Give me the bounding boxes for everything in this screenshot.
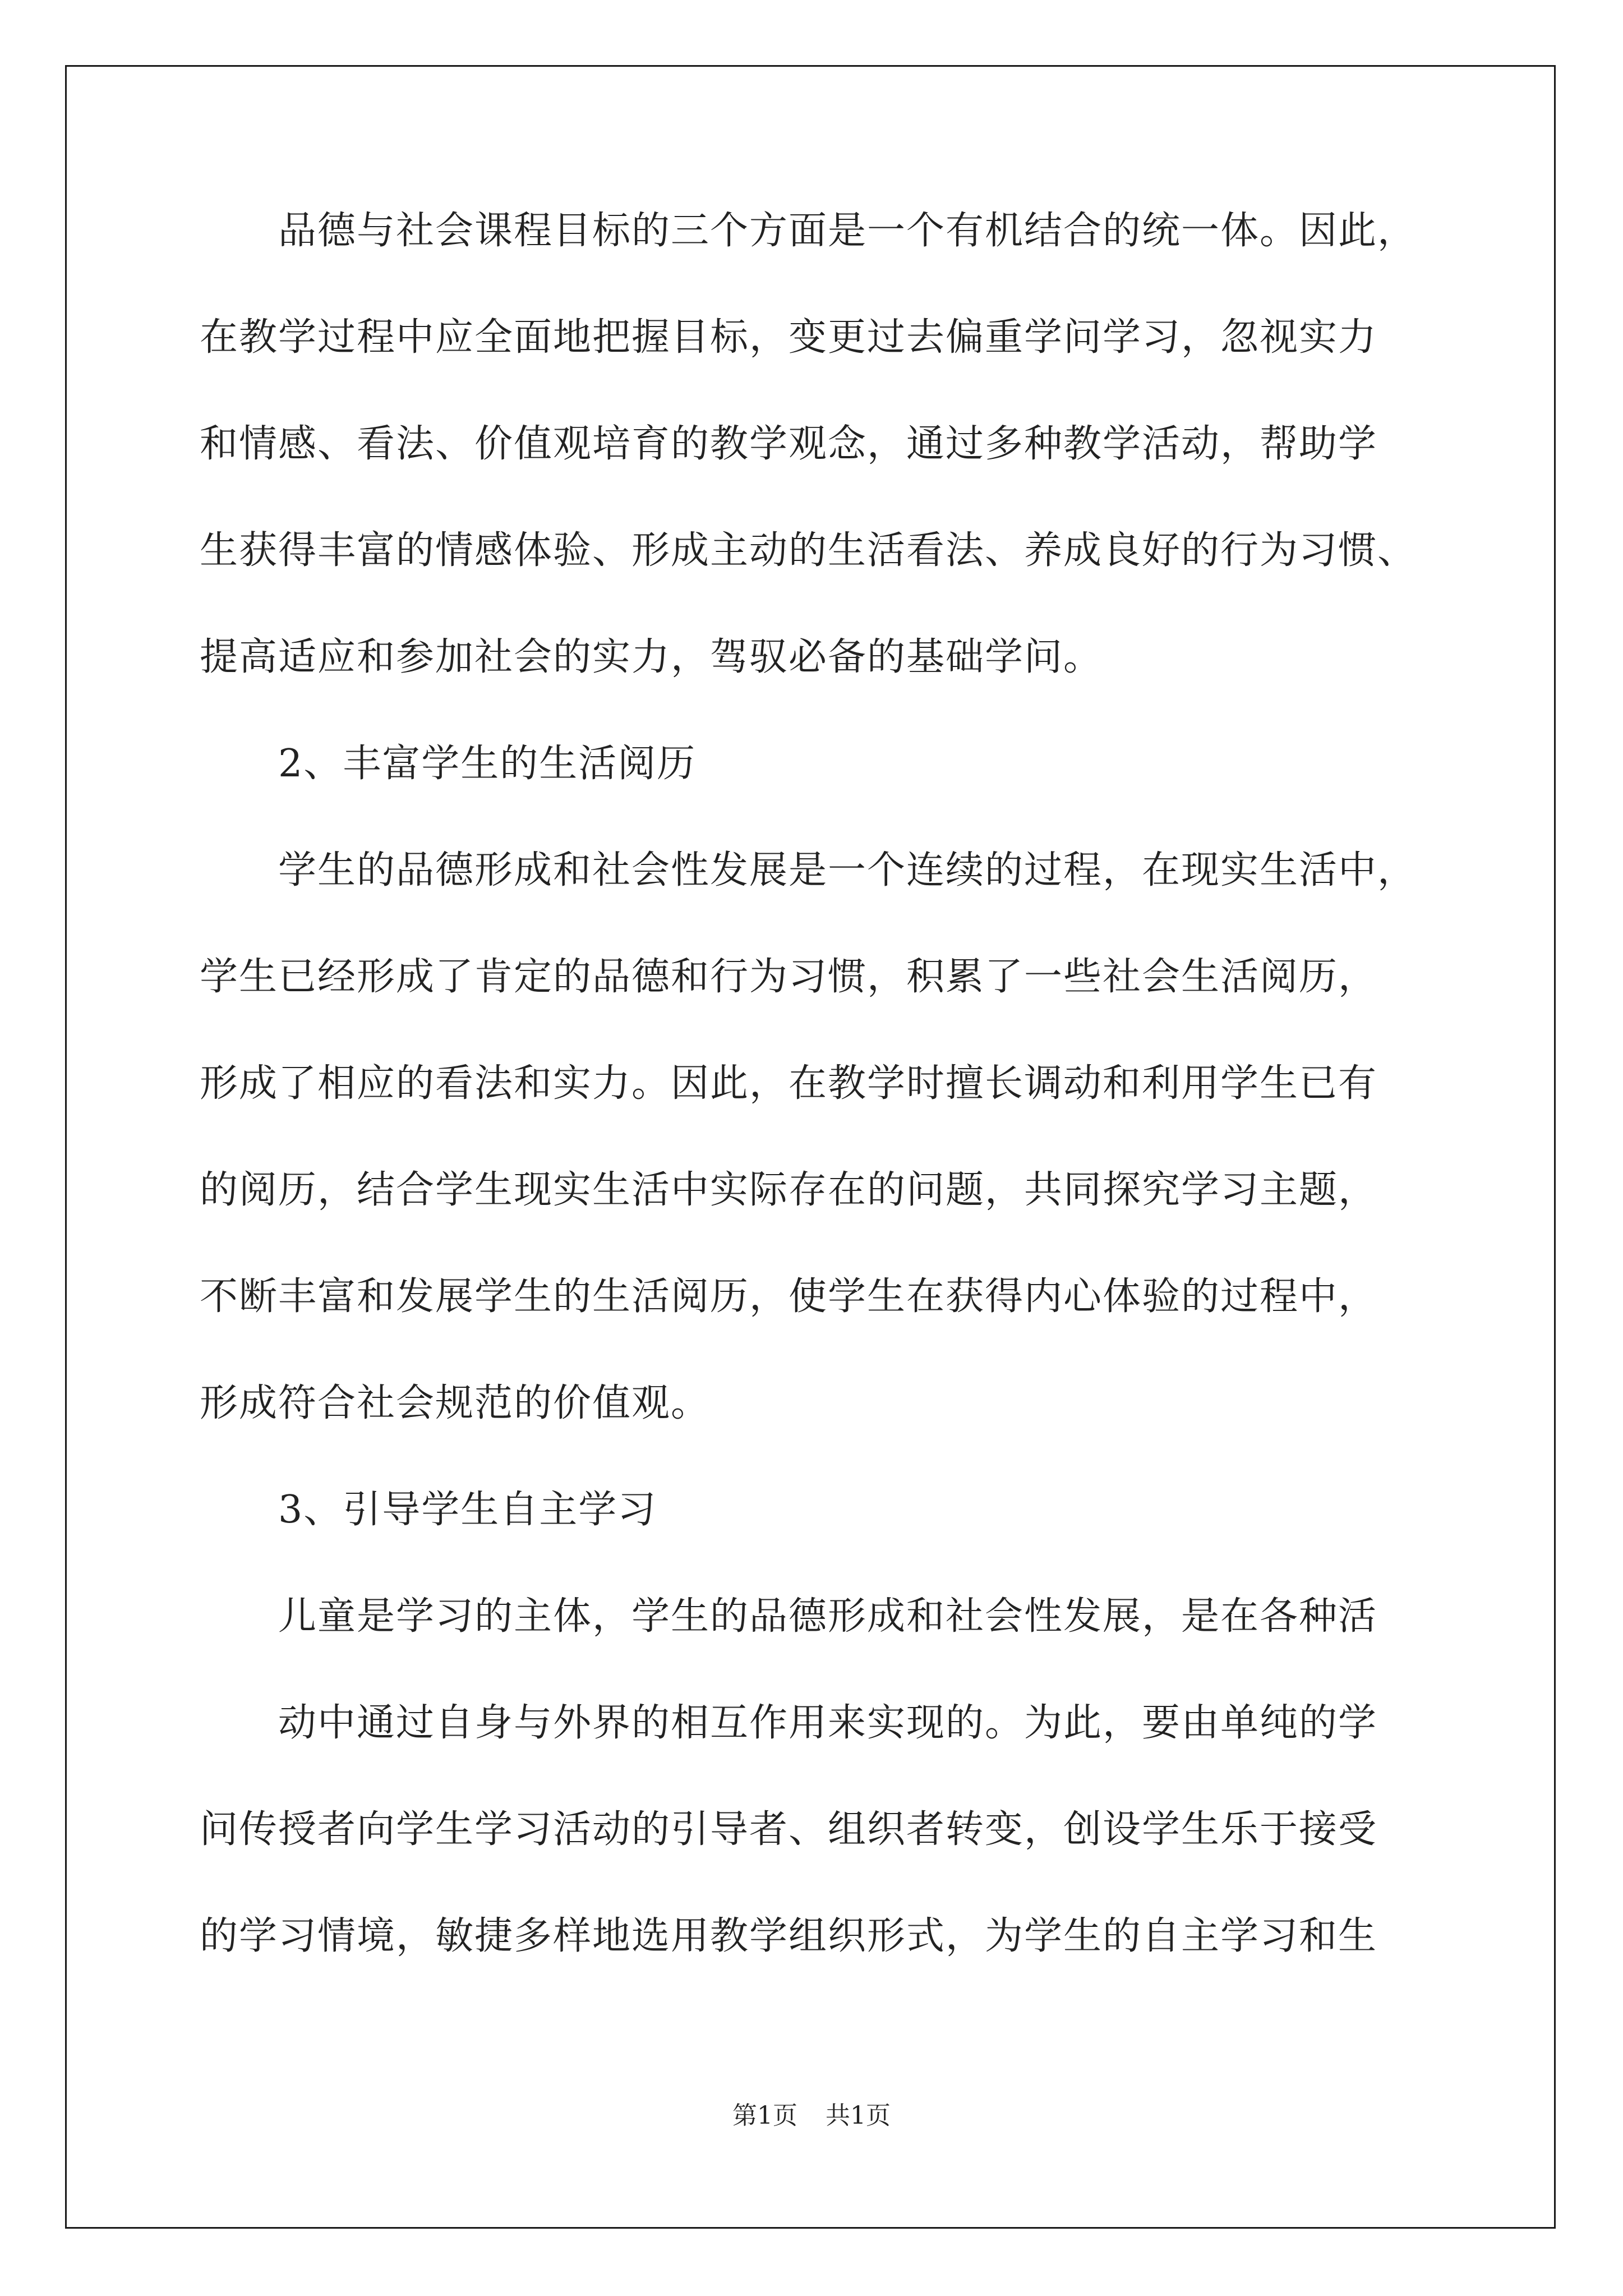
page-total: 共1页 (826, 2101, 891, 2130)
page-number: 第1页 (732, 2101, 797, 2130)
page-footer (0, 2095, 1623, 2131)
paragraph-line: 动中通过自身与外界的相互作用来实现的。为此，要由单纯的学 (278, 1701, 1378, 1745)
paragraph-line: 形成符合社会规范的价值观。 (200, 1381, 711, 1425)
paragraph-line: 儿童是学习的主体，学生的品德形成和社会性发展，是在各种活 (278, 1594, 1378, 1639)
paragraph-line: 问传授者向学生学习活动的引导者、组织者转变，创设学生乐于接受 (200, 1807, 1378, 1852)
paragraph-line: 学生的品德形成和社会性发展是一个连续的过程，在现实生活中， (278, 848, 1417, 892)
paragraph-line: 的阅历，结合学生现实生活中实际存在的问题，共同探究学习主题， (200, 1168, 1378, 1212)
paragraph-line: 生获得丰富的情感体验、形成主动的生活看法、养成良好的行为习惯、 (200, 528, 1417, 573)
paragraph-line: 品德与社会课程目标的三个方面是一个有机结合的统一体。因此， (278, 209, 1417, 253)
paragraph-line: 形成了相应的看法和实力。因此，在教学时擅长调动和利用学生已有 (200, 1061, 1378, 1106)
paragraph-line: 和情感、看法、价值观培育的教学观念，通过多种教学活动，帮助学 (200, 422, 1378, 466)
paragraph-line: 学生已经形成了肯定的品德和行为习惯，积累了一些社会生活阅历， (200, 955, 1378, 999)
section-heading: 2、丰富学生的生活阅历 (278, 742, 697, 786)
paragraph-line: 的学习情境，敏捷多样地选用教学组织形式，为学生的自主学习和生 (200, 1914, 1378, 1958)
section-heading: 3、引导学生自主学习 (278, 1488, 657, 1532)
paragraph-line: 在教学过程中应全面地把握目标，变更过去偏重学问学习，忽视实力 (200, 315, 1378, 360)
page-border (65, 65, 1556, 2229)
paragraph-line: 提高适应和参加社会的实力，驾驭必备的基础学问。 (200, 635, 1103, 679)
paragraph-line: 不断丰富和发展学生的生活阅历，使学生在获得内心体验的过程中， (200, 1274, 1378, 1319)
